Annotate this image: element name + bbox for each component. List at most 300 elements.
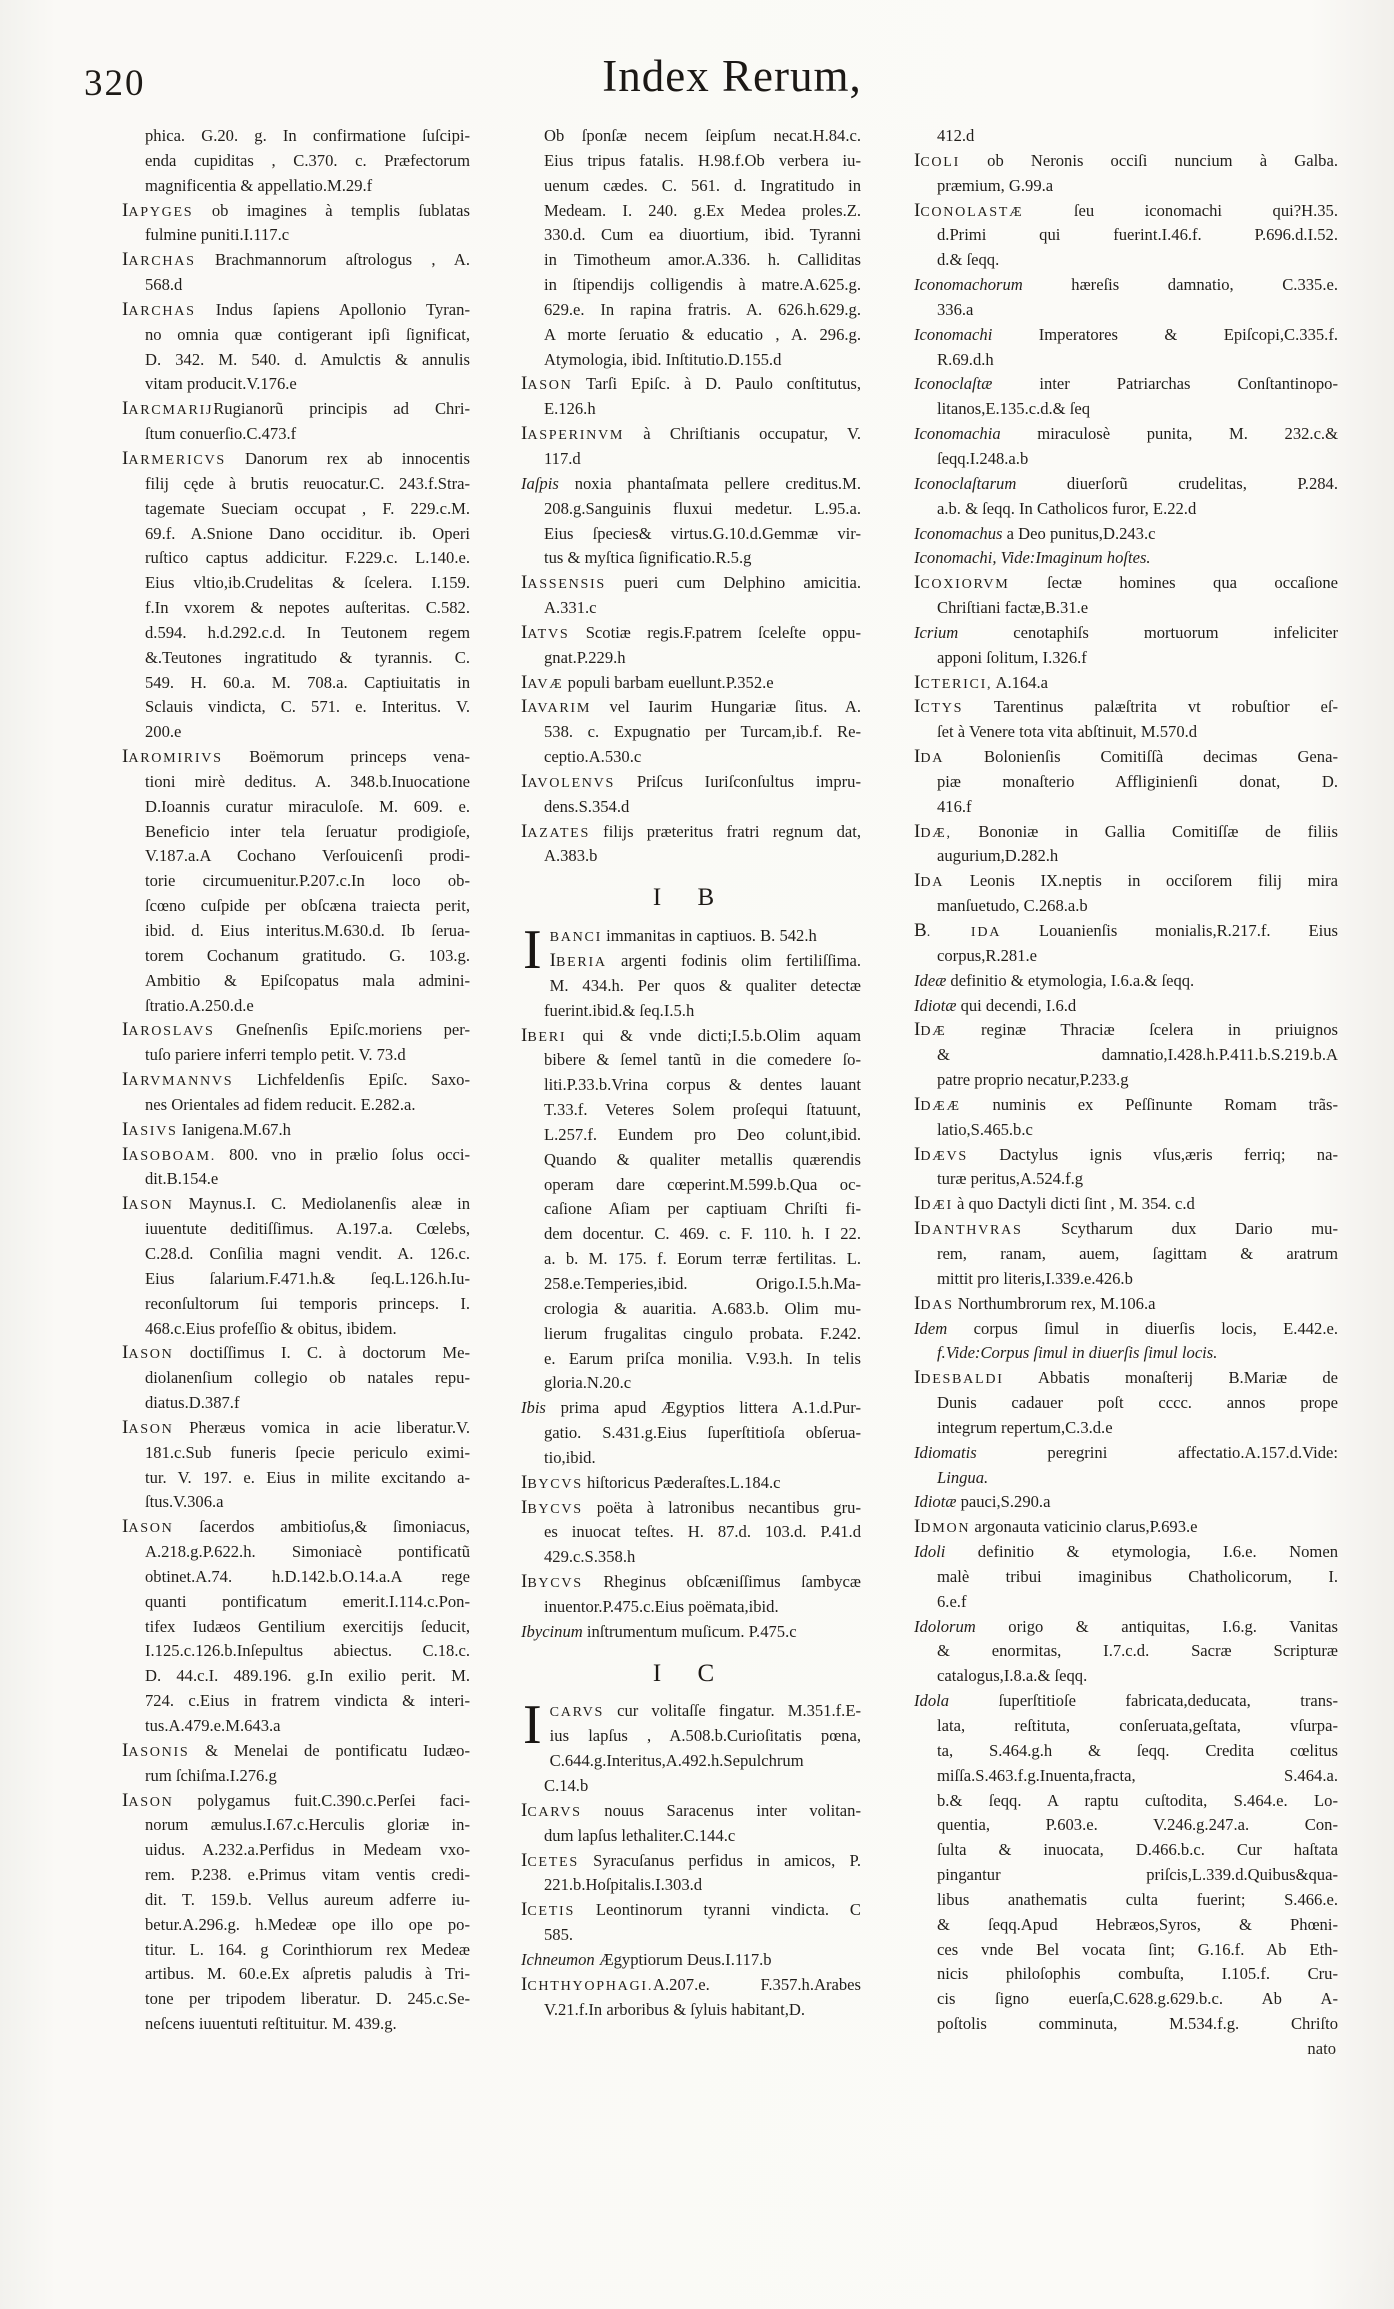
index-line: Ob ſponſæ necem ſeipſum necat.H.84.c. — [544, 126, 861, 145]
index-line: ibid. d. Eius interitus.M.630.d. Ib ſerua- — [145, 921, 470, 940]
index-line: & enormitas, I.7.c.d. Sacræ Scripturæ — [937, 1641, 1338, 1661]
headword-initial: I — [521, 1799, 528, 1821]
index-line: IARCHAS Indus ſapiens Apollonio Tyran- — [122, 298, 470, 320]
headword: DMON — [920, 1520, 971, 1537]
headword: CETIS — [527, 1903, 575, 1920]
index-line: IBERIA argenti fodinis olim fertiliſſima. — [549, 950, 861, 971]
index-line: ſet à Venere tota vita abſtinuit, M.570.d — [937, 722, 1198, 742]
index-line: 416.f — [937, 796, 972, 816]
index-line: Idiomatis peregrini affectatio.A.157.d.Vide: — [914, 1442, 1338, 1462]
index-line: norum æmulus.I.67.c.Herculis gloriæ in- — [145, 1815, 470, 1835]
headword-initial: I — [521, 373, 528, 395]
index-line: IDÆI à quo Dactyli dicti ſint , M. 354. c.d — [914, 1193, 1195, 1215]
index-line: L.257.f. Eundem pro Deo colunt,ibid. — [544, 1124, 861, 1144]
index-line: 117.d — [544, 448, 581, 468]
headword-italic: Idiotæ — [914, 995, 957, 1015]
headword: BERI — [527, 1028, 567, 1045]
index-line: inuentor.P.475.c.Eius poëmata,ibid. — [544, 1596, 779, 1616]
index-line: 69.f. A.Snione Dano occiditur. ib. Operi — [145, 523, 470, 543]
headword: ATVS — [527, 625, 570, 642]
headword-initial: I — [914, 1019, 921, 1041]
index-line: Iaſpis noxia phantaſmata pellere creditus.M. — [521, 473, 861, 493]
index-line: turæ peritus,A.524.f.g — [937, 1169, 1084, 1189]
index-line: Beneficio inter tela ſeruatur prodigioſe, — [145, 821, 470, 841]
index-line: 429.c.S.358.h — [544, 1547, 636, 1567]
index-line: 468.c.Eius profeſſio & obitus, ibidem. — [145, 1318, 397, 1338]
index-line: in ſtipendijs colligendis à matre.A.625.g. — [544, 275, 861, 295]
headword-initial: I — [122, 447, 129, 469]
index-line: IDÆ, Bononiæ in Gallia Comitiſſæ de filiis — [914, 820, 1338, 842]
index-line: IDAS Northumbrorum rex, M.106.a — [914, 1292, 1156, 1314]
index-line: V.21.f.In arboribus & ſyluis habitant,D. — [544, 1999, 806, 2019]
index-line: torem Cochanum gratitudo. G. 103.g. — [145, 945, 470, 965]
headword: AVÆ — [527, 675, 564, 692]
index-line: ICTYS Tarentinus palæſtrita vt robuſtior eſ- — [914, 696, 1338, 718]
index-line: tus.A.479.e.M.643.a — [145, 1716, 281, 1735]
index-line: IASIVS Ianigena.M.67.h — [122, 1118, 291, 1140]
index-line: rum ſchiſma.I.276.g — [145, 1765, 277, 1785]
headword: BYCVS — [527, 1475, 583, 1492]
headword: DÆI — [920, 1197, 953, 1214]
index-line: Idiotæ qui decendi, I.6.d — [914, 995, 1077, 1015]
headword-initial: I — [914, 1143, 921, 1165]
headword: ARCMARIJ — [128, 402, 214, 419]
index-line: ICOXIORVM ſectæ homines qua occaſione — [914, 572, 1338, 594]
headword: DÆ, — [920, 824, 952, 841]
headword: ASONIS — [128, 1743, 190, 1760]
index-line: IAVÆ populi barbam euellunt.P.352.e — [521, 671, 774, 693]
headword-initial: I — [521, 1024, 528, 1046]
headword-initial: I — [122, 1193, 129, 1215]
index-line: C.28.d. Conſilia magni vendit. A. 126.c. — [145, 1243, 470, 1263]
index-line: liti.P.33.b.Vrina corpus & dentes lauant — [544, 1075, 861, 1095]
headword: DAS — [920, 1296, 954, 1313]
headword: ASON — [527, 377, 573, 394]
headword: CTERICI, — [920, 675, 993, 692]
index-line: malè tribui imaginibus Chatholicorum, I. — [937, 1566, 1338, 1586]
headword-initial: I — [122, 1789, 129, 1811]
index-line: IASOBOAM. 800. vno in prælio ſolus occi- — [122, 1143, 470, 1165]
index-line: IBANCI immanitas in captiuos. B. 542.h — [523, 919, 817, 982]
index-line: bibere & ſemel tantũ in die comedere ſo- — [544, 1050, 861, 1070]
index-line: IASON doctiſſimus I. C. à doctorum Me- — [122, 1342, 470, 1364]
headword-italic: Ideæ — [914, 970, 947, 990]
headword: ASPERINVM — [527, 427, 625, 444]
index-line: ſeqq.I.248.a.b — [937, 448, 1029, 468]
index-line: ICONOLASTÆ ſeu iconomachi qui?H.35. — [914, 199, 1338, 221]
index-line: pingantur priſcis,L.339.d.Quibus&qua- — [937, 1865, 1338, 1885]
index-line: Idoli definitio & etymologia, I.6.e. Nomen — [914, 1542, 1338, 1562]
index-line: ICETES Syracuſanus perfidus in amicos, P. — [521, 1849, 861, 1871]
headword-initial: I — [122, 298, 129, 320]
index-line: ta, S.464.g.h & ſeqq. Credita cœlitus — [937, 1740, 1338, 1760]
index-line: tur. V. 197. e. Eius in milite excitando a- — [145, 1467, 470, 1487]
headword: ARCHAS — [128, 302, 196, 319]
index-line: 336.a — [937, 299, 974, 319]
index-line: uenum cædes. C. 561. d. Ingratitudo in — [544, 175, 861, 195]
index-line: tus & myſtica ſignificatio.R.5.g — [544, 548, 752, 568]
index-line: a.b. & ſeqq. In Catholicos furor, E.22.d — [937, 498, 1197, 518]
index-line: dum lapſus lethaliter.C.144.c — [544, 1825, 736, 1845]
headword-initial: I — [914, 199, 921, 221]
drop-cap: I — [523, 919, 542, 982]
index-line: &.Teutones ingratitudo & tyrannis. C. — [145, 647, 470, 667]
headword-italic: Ibycinum — [521, 1621, 583, 1641]
index-line: tagemate Sueciam occupat , F. 229.c.M. — [145, 498, 470, 518]
headword-initial: I — [521, 1471, 528, 1493]
index-line: ceptio.A.530.c — [544, 747, 642, 767]
headword: CONOLASTÆ — [920, 203, 1024, 220]
index-line: patre proprio necatur,P.233.g — [937, 1070, 1129, 1090]
index-line: ſtus.V.306.a — [145, 1492, 224, 1512]
headword-italic: Idola — [914, 1691, 950, 1711]
page-title: Index Rerum, — [602, 51, 862, 101]
index-line: 208.g.Sanguinis fluxui medetur. L.95.a. — [544, 498, 861, 518]
index-line: C.644.g.Interitus,A.492.h.Sepulchrum — [549, 1751, 804, 1771]
index-line: IBYCVS hiſtoricus Pæderaſtes.L.184.c — [521, 1471, 781, 1493]
headword-italic: Idem — [914, 1318, 948, 1338]
index-line: b.& ſeqq. A raptu cuſtodita, S.464.e. Lo- — [937, 1790, 1338, 1810]
index-line: tone per tripodem liberatur. D. 245.c.Se- — [145, 1989, 470, 2009]
index-line: M. 434.h. Per quos & qualiter detectæ — [549, 975, 861, 995]
index-line: f.Vide:Corpus ſimul in diuerſis ſimul locis. — [937, 1343, 1218, 1363]
index-line: IASON ſacerdos ambitioſus,& ſimoniacus, — [122, 1516, 470, 1538]
index-line: Ideæ definitio & etymologia, I.6.a.& ſeqq. — [914, 970, 1195, 990]
index-line: IAVOLENVS Priſcus Iuriſconſultus impru- — [521, 770, 861, 792]
index-line: IASON Tarſi Epiſc. à D. Paulo conſtitutus, — [521, 373, 861, 395]
index-line: IARMERICVS Danorum rex ab innocentis — [122, 447, 470, 469]
headword-initial: I — [122, 199, 129, 221]
index-line: Quando & qualiter metallis quærendis — [544, 1149, 861, 1169]
index-line: Idola ſuperſtitioſe fabricata,deducata, trans- — [914, 1691, 1338, 1711]
index-line: fuerint.ibid.& ſeq.I.5.h — [544, 1000, 695, 1020]
index-line: corpus,R.281.e — [937, 945, 1038, 965]
headword-initial: I — [122, 1069, 129, 1091]
headword: ASON — [128, 1420, 174, 1437]
headword-italic: Idiotæ — [914, 1492, 957, 1512]
index-line: lata, reſtituta, conſeruata,geſtata, vſurpa- — [937, 1716, 1338, 1735]
headword-initial: I — [122, 1118, 129, 1140]
headword-italic: Ichneumon — [521, 1949, 595, 1969]
index-line: ICARVS nouus Saracenus inter volitan- — [521, 1799, 861, 1821]
index-line: litanos,E.135.c.d.& ſeq — [937, 399, 1091, 419]
index-line: Ibis prima apud Ægyptios littera A.1.d.Pur- — [521, 1398, 861, 1418]
headword: DA — [920, 874, 945, 891]
headword-initial: I — [521, 770, 528, 792]
index-line: obtinet.A.74. h.D.142.b.O.14.a.A rege — [145, 1566, 470, 1586]
index-line: quanti pontificatum emerit.I.114.c.Pon- — [145, 1591, 470, 1611]
index-line: IASON Maynus.I. C. Mediolanenſis aleæ in — [122, 1193, 470, 1215]
index-line: 258.e.Temperies,ibid. Origo.I.5.h.Ma- — [544, 1273, 861, 1293]
headword-initial: I — [549, 950, 556, 971]
index-line: cis ſigno euerſa,C.628.g.629.b.c. Ab A- — [937, 1989, 1338, 2009]
index-line: IBYCVS poëta à latronibus necantibus gru- — [521, 1496, 861, 1518]
index-line: Iconomachorum hæreſis damnatio, C.335.e. — [914, 275, 1338, 295]
index-line: caſione Aſiam per captiuam Chriſti fi- — [544, 1199, 861, 1219]
headword-italic: Iconomachi — [914, 324, 993, 344]
index-line: 629.e. In rapina fratris. A. 626.h.629.g. — [544, 299, 861, 319]
index-column-3 — [914, 124, 1338, 2062]
headword-initial: I — [122, 1739, 129, 1761]
index-line: Ibycinum inſtrumentum muſicum. P.475.c — [521, 1621, 797, 1641]
headword-initial: I — [914, 1516, 921, 1538]
index-line: vitam producit.V.176.e — [145, 374, 297, 394]
index-line: neſcens iuuentuti reſtituitur. M. 439.g. — [145, 2014, 397, 2034]
index-line: quentia, P.603.e. V.246.g.247.a. Con- — [937, 1815, 1338, 1835]
headword: DA — [920, 750, 945, 767]
index-line: ſtratio.A.250.d.e — [145, 995, 254, 1015]
index-line: rem, ranam, auem, ſagittam & aratrum — [937, 1243, 1338, 1263]
index-line: crologia & auaritia. A.683.b. Olim mu- — [544, 1298, 861, 1318]
headword-initial: I — [521, 1899, 528, 1921]
headword: ARCHAS — [128, 253, 196, 270]
index-line: dem docentur. C. 469. c. F. 110. h. I 22. — [544, 1224, 861, 1244]
index-line: ces vnde Bel vocata ſint; G.16.f. Ab Eth- — [937, 1939, 1338, 1959]
headword-initial: I — [521, 1496, 528, 1518]
index-line: augurium,D.282.h — [937, 846, 1059, 866]
headword: AROSLAVS — [128, 1023, 215, 1040]
headword-italic: Idolorum — [914, 1616, 976, 1636]
headword: BANCI — [549, 929, 603, 946]
headword: AVARIM — [527, 700, 592, 717]
headword-initial: I — [914, 746, 921, 768]
index-line: uidus. A.232.a.Perfidus in Medeam vxo- — [145, 1840, 470, 1860]
headword-italic: Iconomachus — [914, 523, 1003, 543]
headword: ARMERICVS — [128, 451, 226, 468]
index-line: IASSENSIS pueri cum Delphino amicitia. — [521, 572, 861, 594]
index-line: IDANTHVRAS Scytharum dux Dario mu- — [914, 1218, 1338, 1240]
headword-initial: I — [914, 149, 921, 171]
index-line: dens.S.354.d — [544, 796, 630, 816]
index-line: ICETIS Leontinorum tyranni vindicta. C — [521, 1899, 861, 1921]
index-line: tio,ibid. — [544, 1447, 596, 1467]
index-line: IARVMANNVS Lichfeldenſis Epiſc. Saxo- — [122, 1069, 470, 1091]
index-line: ICTERICI, A.164.a — [914, 671, 1049, 693]
headword-initial: I — [122, 1342, 129, 1364]
index-line: Iconomachi, Vide:Imaginum hoſtes. — [914, 548, 1151, 568]
index-line: dit.B.154.e — [145, 1169, 219, 1189]
index-line: a. b. M. 175. f. Eorum terræ fertilitas. L. — [544, 1249, 861, 1269]
index-line: ſtum conuerſio.C.473.f — [145, 424, 297, 444]
headword: BYCVS — [527, 1575, 583, 1592]
index-line: ſulta & inuocata, D.466.b.c. Cur haſtata — [937, 1840, 1338, 1860]
index-line: Medeam. I. 240. g.Ex Medea proles.Z. — [544, 200, 861, 220]
headword: DÆVS — [920, 1147, 968, 1164]
index-line: Eius tripus fatalis. H.98.f.Ob verbera iu- — [544, 150, 861, 170]
index-line: IASONIS & Menelai de pontificatu Iudæo- — [122, 1739, 470, 1761]
index-line: I.125.c.126.b.Inſepultus abiectus. C.18.c. — [145, 1641, 470, 1661]
headword-italic: Idoli — [914, 1542, 946, 1562]
index-line: ius lapſus , A.508.b.Curioſitatis pœna, — [549, 1726, 861, 1746]
headword-initial: I — [914, 870, 921, 892]
index-line: artibus. M. 60.e.Ex aſpretis paludis à Tri- — [145, 1964, 470, 1984]
index-line: integrum repertum,C.3.d.e — [937, 1417, 1113, 1437]
index-line: fulmine puniti.I.117.c — [145, 225, 290, 245]
headword-italic: Iaſpis — [521, 473, 559, 493]
index-line: 585. — [544, 1925, 574, 1945]
index-line: gatio. S.431.g.Eius ſuperſtitioſa obſerua- — [544, 1423, 861, 1443]
index-line: Iconomachus a Deo punitus,D.243.c — [914, 523, 1156, 543]
headword: DANTHVRAS — [920, 1222, 1023, 1239]
index-line: 412.d — [937, 126, 975, 145]
index-line: IASON polygamus fuit.C.390.c.Perſei faci- — [122, 1789, 470, 1811]
index-line: f.In vxorem & nepotes auſteritas. C.582. — [145, 598, 470, 618]
headword: ASIVS — [128, 1122, 178, 1139]
headword: ASSENSIS — [527, 576, 606, 593]
drop-cap: I — [523, 1694, 542, 1757]
index-line: Idiotæ pauci,S.290.a — [914, 1492, 1051, 1512]
headword: BERIA — [555, 954, 607, 970]
headword: CARVS — [527, 1803, 582, 1820]
headword-initial: I — [521, 820, 528, 842]
index-line: Iconomachia miraculosè punita, M. 232.c.& — [914, 424, 1338, 444]
index-line: E.126.h — [544, 399, 596, 419]
headword-initial: I — [521, 1849, 528, 1871]
index-line: miſſa.S.463.f.g.Inuenta,fracta, S.464.a. — [937, 1765, 1338, 1785]
headword-initial: I — [914, 820, 921, 842]
headword: CARVS — [549, 1704, 605, 1721]
index-line: filij cęde à brutis reuocatur.C. 243.f.Stra- — [145, 473, 470, 493]
headword: ASOBOAM. — [128, 1147, 216, 1164]
index-line: Eius ſpecies& virtus.G.10.d.Gemmæ vir- — [544, 523, 861, 543]
index-line: Idem corpus ſimul in diuerſis locis, E.442.e. — [914, 1318, 1338, 1338]
headword-initial: I — [914, 671, 921, 693]
index-line: latio,S.465.b.c — [937, 1119, 1033, 1139]
index-line: no omnia quæ contigerant ipſi ſignificat, — [145, 324, 470, 344]
headword-initial: I — [521, 671, 528, 693]
index-line: 200.e — [145, 722, 182, 742]
index-line: titur. L. 164. g Corinthiorum rex Medeæ — [145, 1939, 470, 1959]
index-line: IBERI qui & vnde dicti;I.5.b.Olim aquam — [521, 1024, 861, 1046]
section-heading: I C — [652, 1659, 730, 1687]
index-line: IBYCVS Rheginus obſcæniſſimus ſambycæ — [521, 1571, 861, 1593]
index-line: Dunis cadauer poſt cccc. annos prope — [937, 1393, 1338, 1413]
headword-italic: Ibis — [521, 1398, 546, 1418]
index-line: IDESBALDI Abbatis monaſterij B.Mariæ de — [914, 1367, 1338, 1389]
headword-initial: I — [122, 398, 129, 420]
index-line: operam dare cœperint.M.599.b.Qua oc- — [544, 1174, 861, 1194]
headword-italic: Iconomachi, — [914, 548, 997, 568]
index-line: 181.c.Sub funeris ſpecie periculo eximi- — [145, 1442, 470, 1462]
headword-initial: I — [122, 1143, 129, 1165]
index-line: Iconomachi Imperatores & Epiſcopi,C.335.f. — [914, 324, 1338, 344]
index-line: B. IDA Louanienſis monialis,R.217.f. Eius — [914, 920, 1338, 941]
index-column-1 — [122, 124, 470, 2037]
headword: DÆÆ — [920, 1097, 961, 1114]
index-line: Iconoclaſtarum diuerſorũ crudelitas, P.284. — [914, 473, 1338, 493]
index-line: libus anathematis culta fuerint; S.466.e. — [937, 1889, 1338, 1909]
index-line: 221.b.Hoſpitalis.I.303.d — [544, 1875, 703, 1895]
index-line: IAPYGES ob imagines à templis ſublatas — [122, 199, 470, 221]
index-line: Sclauis vindicta, C. 571. e. Interitus. V. — [145, 697, 470, 717]
headword-initial: I — [122, 1416, 129, 1438]
headword-initial: I — [914, 572, 921, 594]
index-line: præmium, G.99.a — [937, 175, 1054, 195]
headword-initial: I — [521, 1571, 528, 1593]
index-line: 568.d — [145, 275, 183, 295]
index-line: Atymologia, ibid. Inſtitutio.D.155.d — [544, 349, 782, 369]
headword: COLI — [920, 153, 961, 170]
index-line: ICOLI ob Neronis occiſi nuncium à Galba. — [914, 149, 1338, 171]
index-column-2 — [521, 124, 861, 2022]
index-line: Chriſtiani factæ,B.31.e — [937, 598, 1089, 618]
index-line: IASPERINVM à Chriſtianis occupatur, V. — [521, 423, 861, 445]
index-line: 6.e.f — [937, 1591, 967, 1611]
index-line: Iconoclaſtæ inter Patriarchas Conſtantinopo- — [914, 374, 1338, 394]
index-line: T.33.f. Veteres Solem proſequi ſtatuunt, — [544, 1100, 861, 1120]
index-line: betur.A.296.g. h.Medeæ ope illo ope po- — [145, 1914, 470, 1934]
headword: CHTHYOPHAGI. — [527, 1977, 654, 1994]
headword-italic: Iconomachia — [914, 424, 1001, 444]
index-line: e. Earum priſca monilia. V.93.h. In telis — [544, 1348, 861, 1368]
index-line: & ſeqq.Apud Hebræos,Syros, & Phœni- — [937, 1914, 1338, 1934]
index-line: magnificentia & appellatio.M.29.f — [145, 175, 373, 195]
index-line: manſuetudo, C.268.a.b — [937, 896, 1088, 916]
index-line: 330.d. Cum ea diuortium, ibid. Tyranni — [544, 225, 861, 245]
headword: BYCVS — [527, 1500, 583, 1517]
headword-initial: I — [914, 1218, 921, 1240]
page-number: 320 — [84, 63, 146, 104]
index-line: V.187.a.A Cochano Verſouicenſi prodi- — [145, 846, 470, 866]
headword: CETES — [527, 1853, 579, 1870]
index-line: apponi ſolitum, I.326.f — [937, 647, 1087, 667]
index-line: Eius vltio,ib.Crudelitas & ſcelera. I.159. — [145, 573, 470, 593]
headword-initial: I — [521, 696, 528, 718]
index-line: piæ monaſterio Affliginienſi donat, D. — [937, 771, 1338, 791]
headword: AVOLENVS — [527, 774, 616, 791]
index-line: reconſultorum ſui temporis princeps. I. — [145, 1293, 470, 1313]
headword: AROMIRIVS — [128, 750, 223, 767]
headword: DÆ — [920, 1023, 947, 1040]
index-line: diatus.D.387.f — [145, 1393, 240, 1413]
index-line: phica. G.20. g. In confirmatione ſuſcipi- — [145, 126, 470, 145]
headword-initial: I — [521, 572, 528, 594]
headword: COXIORVM — [920, 576, 1010, 593]
index-line: tifex Iudæos Gentilium exercitijs ſeducit, — [145, 1616, 470, 1636]
headword-italic: Idiomatis — [914, 1442, 977, 1462]
index-line: Eius ſalarium.F.471.h.& ſeq.L.126.h.Iu- — [145, 1268, 470, 1288]
headword: . IDA — [926, 924, 1002, 940]
headword-initial: I — [914, 1292, 921, 1314]
index-line: IATVS Scotiæ regis.F.patrem ſceleſte oppu- — [521, 621, 861, 643]
index-line: A.218.g.P.622.h. Simoniacè pontificatũ — [145, 1542, 470, 1562]
headword: APYGES — [128, 203, 194, 220]
index-line: lierum frugalitas cingulo probata. F.242. — [544, 1323, 861, 1343]
index-line: ſcœno cuſpide per obſcæna traiecta perit, — [145, 896, 470, 916]
headword-initial: I — [521, 423, 528, 445]
headword: ARVMANNVS — [128, 1073, 234, 1090]
index-line: gnat.P.229.h — [544, 647, 626, 667]
index-line: Lingua. — [937, 1467, 989, 1487]
headword-initial: I — [122, 746, 129, 768]
headword-italic: Iconomachorum — [914, 275, 1023, 295]
index-line: IASON Pheræus vomica in acie liberatur.V. — [122, 1416, 470, 1438]
index-line: A morte ſeruatio & educatio , A. 296.g. — [544, 324, 861, 344]
index-line: gloria.N.20.c — [544, 1373, 632, 1393]
index-line: IDÆVS Dactylus ignis vſus,æris ferriq; na- — [914, 1143, 1338, 1165]
headword-initial: I — [122, 1019, 129, 1041]
headword-initial: B — [914, 920, 927, 941]
index-line: D. 342. M. 540. d. Amulctis & annulis — [145, 349, 470, 369]
index-line: IARCMARIJRugianorũ principis ad Chri- — [122, 398, 470, 420]
index-line: torie circumuenitur.P.207.c.In loco ob- — [145, 871, 470, 891]
index-line: 538. c. Expugnatio per Turcam,ib.f. Re- — [544, 722, 861, 742]
index-line: 724. c.Eius in fratrem vindicta & interi- — [145, 1691, 470, 1711]
headword-initial: I — [521, 1973, 528, 1995]
index-line: dit. T. 159.b. Vellus aureum adferre iu- — [145, 1889, 470, 1909]
headword-initial: I — [914, 1093, 921, 1115]
index-line: IAROMIRIVS Boëmorum princeps vena- — [122, 746, 470, 768]
